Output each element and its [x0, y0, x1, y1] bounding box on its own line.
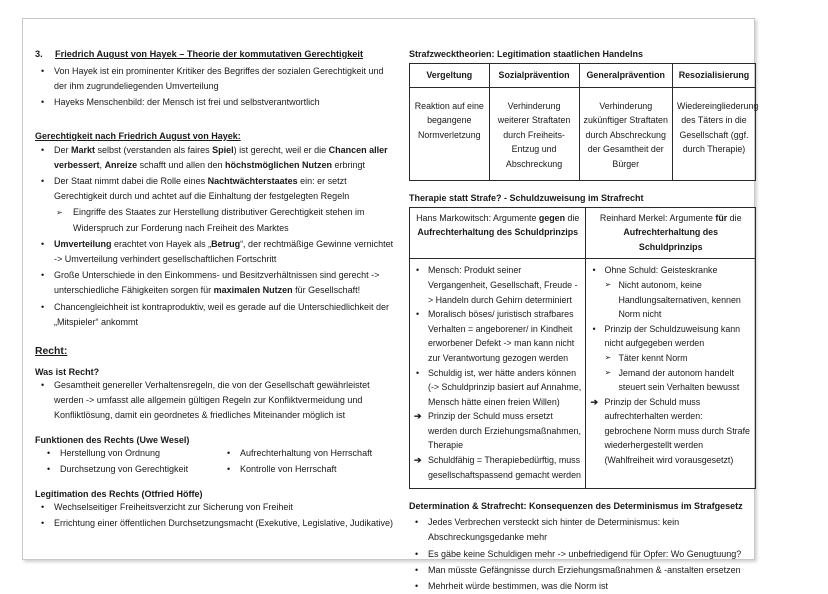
list-item: [35, 143, 395, 173]
list-item: [35, 64, 395, 94]
table-header-cell: Vergeltung: [410, 64, 490, 88]
list-item-label: Große Unterschiede in den Einkommens- und Besitzverhältnissen sind gerecht -> unterschiedliche Fähigkeiten sorgen für maximalen Nutzen für Gesellschaft!: [54, 270, 380, 296]
heading-funktionen-des-rechts: Funktionen des Rechts (Uwe Wesel): [35, 434, 190, 445]
list-item-label: Chancengleichheit ist kontraproduktiv, weil es gerade auf die Unterschiedlichkeit der „Mitspieler“ ankommt: [54, 301, 390, 327]
bullet-icon: •: [41, 301, 45, 312]
list-item-label: Errichtung einer öffentlichen Durchsetzungsmacht (Exekutive, Legislative, Judikative): [54, 518, 394, 529]
section-heading-3: [35, 49, 395, 59]
bullet-icon: •: [41, 518, 45, 529]
bullet-icon: •: [41, 176, 45, 187]
list-item-label: Man müsste Gefängnisse durch Erziehungsmaßnahmen & -anstalten ersetzen: [428, 564, 741, 575]
list-item: [588, 351, 751, 366]
arrow-solid-icon: ➔: [590, 396, 598, 407]
bullet-icon: •: [227, 447, 231, 458]
table-cell: Verhinderung weiterer Straftaten durch Freiheits-Entzug und Abschreckung: [489, 87, 579, 180]
bullet-icon: •: [415, 581, 419, 592]
list-item: [35, 516, 395, 531]
list-item: [588, 366, 751, 395]
bullet-icon: •: [41, 66, 45, 76]
page-columns: [23, 19, 759, 592]
table2-title: Therapie statt Strafe? - Schuldzuweisung im Strafrecht: [409, 192, 644, 203]
list-item-label: Der Markt selbst (verstanden als faires Spiel) ist gerecht, weil er die Chancen aller verbessert, Anreize schafft und allen den höchstmöglichen Nutzen erbringt: [54, 144, 388, 170]
table-cell: Verhinderung zukünftiger Straftaten durch Abschreckung der Gesamtheit der Bürger: [579, 87, 672, 180]
bullet-icon: •: [47, 463, 51, 474]
legitimation-list: [35, 500, 395, 531]
document-page: [22, 18, 759, 592]
list-item: [35, 500, 395, 515]
table2-header-left-line2: Aufrechterhaltung des Schuldprinzips: [417, 227, 579, 238]
bullet-icon: •: [592, 323, 596, 334]
list-item: [215, 446, 395, 461]
list-item-label: Täter kennt Norm: [618, 352, 688, 363]
bullet-icon: •: [47, 447, 51, 458]
funktionen-list-left: [35, 446, 215, 478]
list-item: [588, 322, 751, 351]
table-header-cell: Sozialprävention: [489, 64, 579, 88]
list-item-label: Aufrechterhaltung von Herrschaft: [240, 447, 373, 458]
list-item-label: Moralisch böses/ juristisch strafbares Verhalten = angeborener/ in Kindheit erworbener Defekt -> man kann nicht zur Verantwortung gezogen werden: [428, 309, 575, 363]
list-item: [588, 395, 751, 468]
list-item: [412, 366, 581, 410]
arrow-open-icon: ➢: [604, 352, 612, 362]
section-number: 3.: [35, 49, 43, 59]
bullet-icon: •: [415, 517, 419, 528]
table2-cell-merkel: [586, 259, 756, 489]
list-item-label: Von Hayek ist ein prominenter Kritiker des Begriffes der sozialen Gerechtigkeit und der ihm zugrundeliegenden Umverteilung: [54, 66, 384, 92]
bullet-icon: •: [416, 309, 420, 320]
list-item: [409, 547, 756, 562]
list-item: [588, 278, 751, 322]
bullet-icon: •: [227, 463, 231, 474]
arrow-solid-icon: ➔: [414, 455, 422, 466]
arrow-open-icon: ➢: [604, 279, 612, 289]
bullet-icon: •: [415, 564, 419, 575]
list-item: [35, 300, 395, 330]
heading-legitimation-des-rechts: Legitimation des Rechts (Otfried Höffe): [35, 489, 203, 500]
table2-header-left: Hans Markowitsch: Argumente gegen die Aufrechterhaltung des Schuldprinzips: [410, 207, 586, 259]
list-item: [409, 515, 756, 545]
table2-header-right: Reinhard Merkel: Argumente für die Aufrechterhaltung des Schuldprinzips: [586, 207, 756, 259]
list-item: [412, 307, 581, 365]
bullet-icon: •: [416, 367, 420, 378]
list-item-label: Gesamtheit genereller Verhaltensregeln, die von der Gesellschaft gewährleistet werden -> umfasst alle allgemein gültigen Regeln zur Konfliktvermeidung und Konfliktlösung, damit ein geordnetes & friedliches Miteinander möglich ist: [54, 380, 370, 421]
arrow-open-icon: ➢: [604, 367, 612, 377]
list-item-label: Nicht autonom, keine Handlungsalternativen, kennen Norm nicht: [618, 279, 741, 320]
list-item: [412, 263, 581, 307]
list-item: [588, 263, 751, 278]
section-title: Friedrich August von Hayek – Theorie der kommutativen Gerechtigkeit: [55, 49, 364, 59]
list-item-label: Durchsetzung von Gerechtigkeit: [60, 463, 189, 474]
list-item-label: Schuldfähig = Therapiebedürftig, muss gesellschaftspassend gemacht werden: [428, 455, 581, 480]
right-column: [409, 49, 759, 592]
list-item: [35, 378, 395, 424]
table2-header-right-line2: Aufrechterhaltung des Schuldprinzips: [623, 227, 719, 252]
list-item: [35, 268, 395, 298]
schuldzuweisung-table: [409, 207, 756, 490]
heading-was-ist-recht: Was ist Recht?: [35, 367, 100, 378]
table1-title: Strafzwecktheorien: Legitimation staatlichen Handelns: [409, 49, 644, 59]
list-item-label: Jedes Verbrechen versteckt sich hinter de Determinismus: kein Abschreckungsgedanke mehr: [428, 517, 680, 543]
bullet-icon: •: [41, 380, 45, 391]
spacer: [35, 112, 395, 120]
bullet-icon: •: [41, 502, 45, 513]
table-header-cell: Generalprävention: [579, 64, 672, 88]
list-item-label: Es gäbe keine Schuldigen mehr -> unbefriedigend für Opfer: Wo Genugtuung?: [428, 548, 742, 559]
gerechtigkeit-list: [35, 143, 395, 330]
funktionen-two-column-lists: [35, 446, 395, 478]
list-item: [35, 446, 215, 461]
list-item-label: Prinzip der Schuld muss aufrechterhalten werden: gebrochene Norm muss durch Strafe wiederhergestellt werden (Wahlfreiheit wird vorausgesetzt): [604, 396, 750, 466]
table-cell: Reaktion auf eine begangene Normverletzung: [410, 87, 490, 180]
table-cell: Wiedereingliederung des Täters in die Gesellschaft (ggf. durch Therapie): [672, 87, 755, 180]
table-row-header: [410, 64, 756, 88]
list-item: [35, 237, 395, 267]
arrow-solid-icon: ➔: [414, 411, 422, 422]
spacer: [409, 489, 756, 501]
list-item: [412, 409, 581, 453]
list-item: [35, 95, 395, 110]
left-column: [35, 49, 395, 549]
intro-bullet-list: [35, 64, 395, 111]
list-item-label: Wechselseitiger Freiheitsverzicht zur Sicherung von Freiheit: [54, 502, 293, 513]
list-item-label: Mehrheit würde bestimmen, was die Norm ist: [428, 581, 609, 592]
list-item-label: Jemand der autonom handelt steuert sein Verhalten bewusst: [618, 367, 740, 393]
list-item: [35, 174, 395, 204]
list-item-label: Hayeks Menschenbild: der Mensch ist frei und selbstverantwortlich: [54, 97, 320, 108]
funktionen-list-right: [215, 446, 395, 478]
bullet-icon: •: [41, 144, 45, 155]
bullet-icon: •: [416, 265, 420, 276]
was-ist-recht-list: [35, 378, 395, 424]
strafzwecktheorien-table: [409, 63, 759, 181]
table-row: [410, 87, 756, 180]
table-header-cell: Resozialisierung: [672, 64, 755, 88]
list-item-label: Kontrolle von Herrschaft: [240, 463, 337, 474]
list-item-label: Prinzip der Schuldzuweisung kann nicht aufgegeben werden: [604, 323, 741, 349]
determination-list: [409, 515, 756, 594]
table-row: [410, 259, 756, 489]
list-item: [409, 563, 756, 578]
bullet-icon: •: [41, 270, 45, 281]
table2-cell-markowitsch: [410, 259, 586, 489]
heading-recht: Recht:: [35, 346, 68, 358]
list-item-label: Mensch: Produkt seiner Vergangenheit, Gesellschaft, Freude -> Handeln durch Gehirn determiniert: [428, 265, 578, 305]
list-item-label: Der Staat nimmt dabei die Rolle eines Nachtwächterstaates ein: er setzt Gerechtigkeit durch und achtet auf die Einhaltung der festgelegten Regeln: [54, 176, 350, 202]
bullet-icon: •: [592, 265, 596, 276]
list-item-label: Ohne Schuld: Geisteskranke: [604, 265, 718, 276]
list-item-label: Schuldig ist, wer hätte anders können (-> Schuldprinzip basiert auf Annahme, Mensch hätte einen freien Willen): [428, 367, 582, 407]
list-item-label: Herstellung von Ordnung: [60, 447, 161, 458]
list-item: [215, 462, 395, 477]
list-item-label: Prinzip der Schuld muss ersetzt werden durch Erziehungsmaßnahmen, Therapie: [428, 411, 581, 451]
list-item-label: Umverteilung erachtet von Hayek als „Betrug“, der rechtmäßige Gewinne vernichtet -> Umverteilung verhindert gesellschaftlichen Fortschritt: [54, 238, 394, 265]
bullet-icon: •: [41, 238, 45, 249]
bullet-icon: •: [41, 97, 45, 108]
list-item: [409, 579, 756, 594]
list-item: [35, 205, 395, 235]
list-item: [35, 462, 215, 477]
subheading-gerechtigkeit: Gerechtigkeit nach Friedrich August von Hayek:: [35, 130, 241, 141]
list-item-label: Eingriffe des Staates zur Herstellung distributiver Gerechtigkeit stehen im Widerspruch zur Forderung nach Freiheit des Marktes: [73, 207, 365, 233]
heading-determination-strafrecht: Determination & Strafrecht: Konsequenzen des Determinismus im Strafgesetz: [409, 501, 743, 512]
spacer: [409, 181, 756, 193]
bullet-icon: •: [415, 548, 419, 559]
table-row-header: [410, 207, 756, 259]
arrow-open-icon: ➢: [56, 208, 63, 218]
list-item: [412, 453, 581, 482]
